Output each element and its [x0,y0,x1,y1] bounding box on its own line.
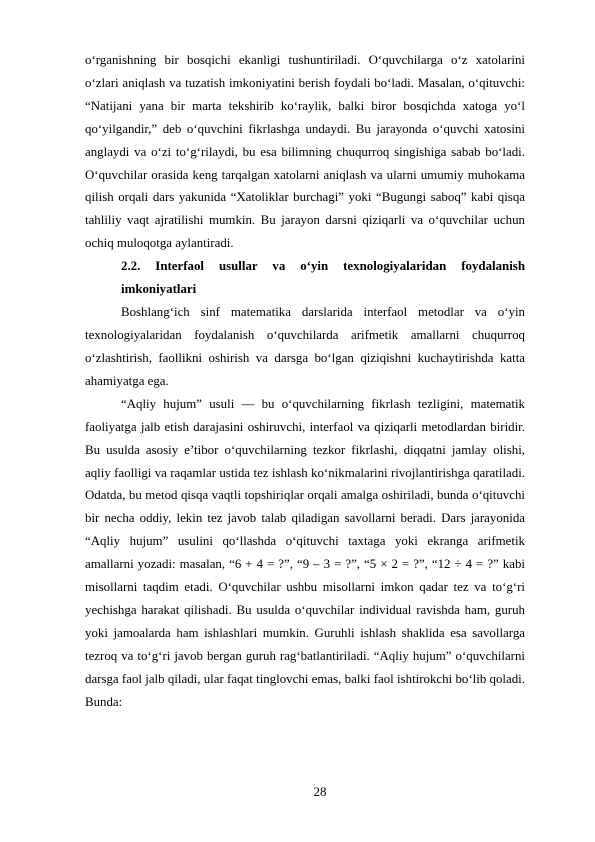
paragraph-continuation: o‘rganishning bir bosqichi ekanligi tushuntiriladi. O‘quvchilarga o‘z xatolarini o‘zlari aniqlash va tuzatish imkoniyatini berish foydali bo‘ladi. Masalan, o‘qituvchi: “Natijani yana bir marta tekshirib ko‘raylik, balki biror bosqichda xatoga yo‘l qo‘yilgandir,” deb o‘quvchini fikrlashga undaydi. Bu jarayonda o‘quvchi xatosini anglaydi va o‘zi to‘g‘rilaydi, bu esa bilimning chuqurroq singishiga sabab bo‘ladi. O‘quvchilar orasida keng tarqalgan xatolarni aniqlash va ularni umumiy muhokama qilish orqali dars yakunida “Xatoliklar burchagi” yoki “Bugungi saboq” kabi qisqa tahliliy vaqt ajratilishi mumkin. Bu jarayon darsni qiziqarli va o‘quvchilar uchun ochiq muloqotga aylantiradi. [85,53,525,251]
page-number: 28 [313,785,327,799]
page-body [85,49,525,713]
section-heading: 2.2. Interfaol usullar va o‘yin texnologiyalaridan foydalanish imkoniyatlari [121,259,525,297]
paragraph-intro: Boshlang‘ich sinf matematika darslarida interfaol metodlar va o‘yin texnologiyalaridan foydalanish o‘quvchilarda arifmetik amallarni chuqurroq o‘zlashtirish, faollikni oshirish va darsga bo‘lgan qiziqishni kuchaytirishda katta ahamiyatga ega. [85,305,525,388]
paragraph-aqliy-hujum: “Aqliy hujum” usuli — bu o‘quvchilarning fikrlash tezligini, matematik faoliyatga jalb etish darajasini oshiruvchi, interfaol va qiziqarli metodlardan biridir. Bu usulda asosiy e’tibor o‘quvchilarning tezkor fikrlashi, diqqatni jamlay olishi, aqliy faolligi va raqamlar ustida tez ishlash ko‘nikmalarini rivojlantirishga qaratiladi. Odatda, bu metod qisqa vaqtli topshiriqlar orqali amalga oshiriladi, bunda o‘qituvchi bir necha oddiy, lekin tez javob talab qiladigan savollarni beradi. Dars jarayonida “Aqliy hujum” usulini qo‘llashda o‘qituvchi taxtaga yoki ekranga arifmetik amallarni yozadi: masalan, “6 + 4 = ?”, “9 – 3 = ?”, “5 × 2 = ?”, “12 ÷ 4 = ?” kabi misollarni taqdim etadi. O‘quvchilar ushbu misollarni imkon qadar tez va to‘g‘ri yechishga harakat qilishadi. Bu usulda o‘quvchilar individual ravishda ham, guruh yoki jamoalarda ham ishlashlari mumkin. Guruhli ishlash shaklida esa savollarga tezroq va to‘g‘ri javob bergan guruh rag‘batlantiriladi. “Aqliy hujum” o‘quvchilarni darsga faol jalb qiladi, ular faqat tinglovchi emas, balki faol ishtirokchi bo‘lib qoladi. Bunda: [85,396,525,709]
